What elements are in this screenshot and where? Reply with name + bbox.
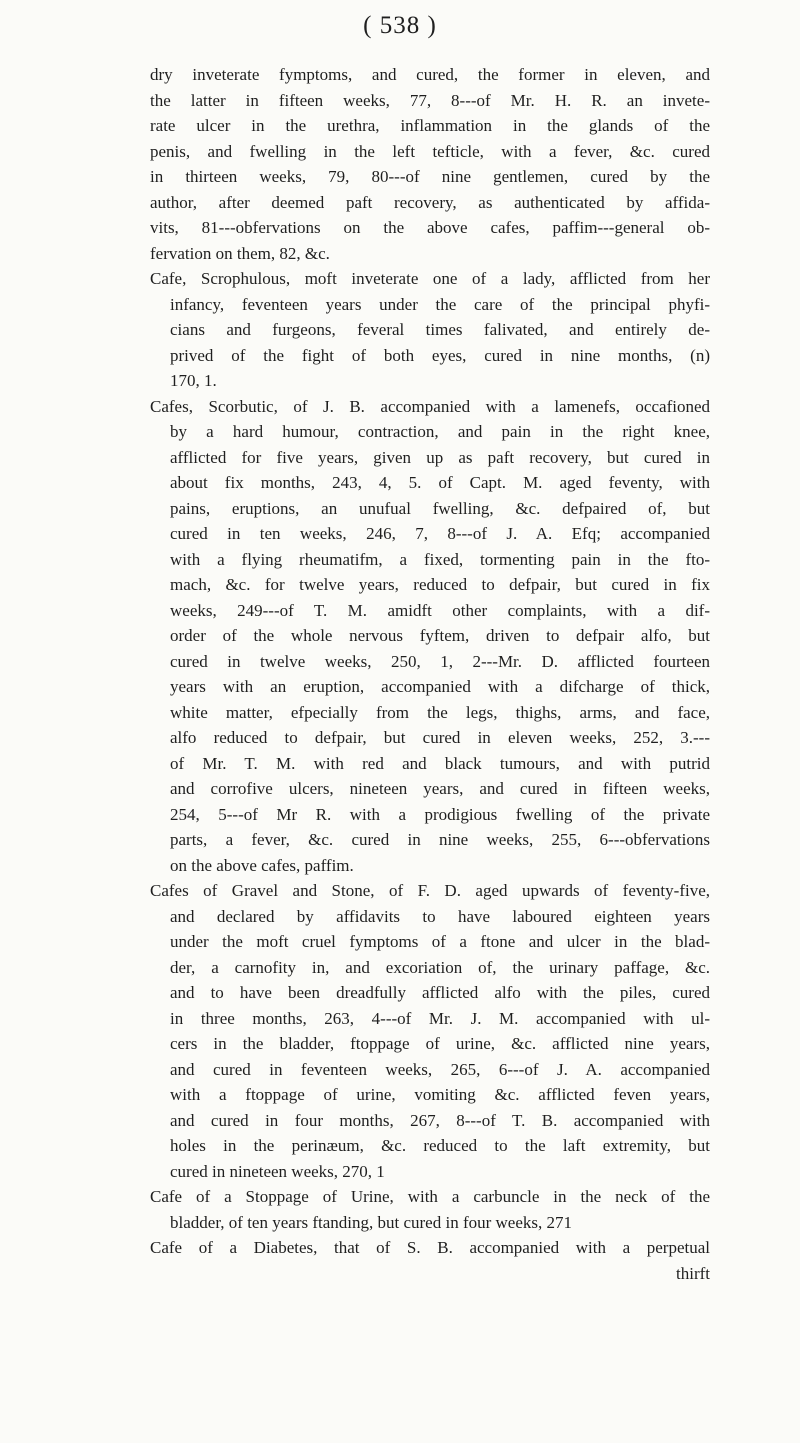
text-line: of Mr. T. M. with red and black tumours, and with putrid xyxy=(170,753,710,773)
text-line: vits, 81---obfervations on the above cafes, paffim---general ob- xyxy=(150,218,710,237)
text-line: with a ftoppage of urine, vomiting &c. afflicted feven years, xyxy=(170,1085,710,1104)
text-line: bladder, of ten years ftanding, but cured in four weeks, 271 xyxy=(170,1212,572,1232)
text-line: and declared by affidavits to have laboured eighteen years xyxy=(170,906,710,926)
text-line: cured in twelve weeks, 250, 1, 2---Mr. D. afflicted fourteen xyxy=(170,651,710,671)
text-line: white matter, efpecially from the legs, thighs, arms, and face, xyxy=(170,702,710,722)
text-line: cers in the bladder, ftoppage of urine, &c. afflicted nine years, xyxy=(170,1034,710,1053)
text-line: penis, and fwelling in the left tefticle, with a fever, &c. cured xyxy=(150,141,710,161)
text-line: order of the whole nervous fyftem, driven to defpair alfo, but xyxy=(170,626,710,645)
text-line: dry inveterate fymptoms, and cured, the former in eleven, and xyxy=(150,65,710,84)
text-line: holes in the perinæum, &c. reduced to the laft extremity, but xyxy=(170,1136,710,1155)
text-line: and cured in feventeen weeks, 265, 6---of J. A. accompanied xyxy=(170,1059,710,1079)
catchword: thirft xyxy=(676,1263,710,1283)
text-line: parts, a fever, &c. cured in nine weeks, 255, 6---obfervations xyxy=(170,830,710,849)
text-line: Cafes, Scorbutic, of J. B. accompanied with a lamenefs, occafioned xyxy=(150,396,710,416)
text-line: Cafe, Scrophulous, moft inveterate one of a lady, afflicted from her xyxy=(150,269,710,288)
text-line: and to have been dreadfully afflicted alfo with the piles, cured xyxy=(170,983,710,1002)
index-text-block xyxy=(150,62,710,1286)
text-line: cians and furgeons, feveral times falivated, and entirely de- xyxy=(170,320,710,339)
text-line: the latter in fifteen weeks, 77, 8---of Mr. H. R. an invete- xyxy=(150,90,710,110)
text-line: in thirteen weeks, 79, 80---of nine gentlemen, cured by the xyxy=(150,167,710,186)
text-line: Cafe of a Stoppage of Urine, with a carbuncle in the neck of the xyxy=(150,1187,710,1206)
text-line: 170, 1. xyxy=(170,371,217,390)
text-line: rate ulcer in the urethra, inflammation in the glands of the xyxy=(150,116,710,135)
text-line: mach, &c. for twelve years, reduced to defpair, but cured in fix xyxy=(170,575,710,594)
text-line: in three months, 263, 4---of Mr. J. M. accompanied with ul- xyxy=(170,1008,710,1028)
text-line: der, a carnofity in, and excoriation of, the urinary paffage, &c. xyxy=(170,957,710,977)
text-line: by a hard humour, contraction, and pain in the right knee, xyxy=(170,422,710,441)
text-line: 254, 5---of Mr R. with a prodigious fwelling of the private xyxy=(170,804,710,824)
text-line: infancy, feventeen years under the care of the principal phyfi- xyxy=(170,294,710,314)
text-line: about fix months, 243, 4, 5. of Capt. M. aged feventy, with xyxy=(170,473,710,492)
text-line: prived of the fight of both eyes, cured in nine months, (n) xyxy=(170,345,710,365)
text-line: afflicted for five years, given up as paft recovery, but cured in xyxy=(170,447,710,467)
text-line: cured in nineteen weeks, 270, 1 xyxy=(170,1161,385,1181)
page-number: ( 538 ) xyxy=(363,12,437,39)
text-line: and cured in four months, 267, 8---of T. B. accompanied with xyxy=(170,1110,710,1130)
text-line: years with an eruption, accompanied with a difcharge of thick, xyxy=(170,677,710,696)
text-line: Cafe of a Diabetes, that of S. B. accompanied with a perpetual xyxy=(150,1238,710,1257)
text-line: Cafes of Gravel and Stone, of F. D. aged upwards of feventy-five, xyxy=(150,881,710,900)
text-line: cured in ten weeks, 246, 7, 8---of J. A. Efq; accompanied xyxy=(170,524,710,543)
text-line: weeks, 249---of T. M. amidft other complaints, with a dif- xyxy=(170,600,710,620)
text-line: on the above cafes, paffim. xyxy=(170,855,354,875)
text-line: alfo reduced to defpair, but cured in eleven weeks, 252, 3.--- xyxy=(170,728,710,747)
text-line: fervation on them, 82, &c. xyxy=(150,243,330,263)
text-line: pains, eruptions, an unufual fwelling, &c. defpaired of, but xyxy=(170,498,710,518)
text-line: under the moft cruel fymptoms of a ftone and ulcer in the blad- xyxy=(170,932,710,951)
text-line: and corrofive ulcers, nineteen years, and cured in fifteen weeks, xyxy=(170,779,710,798)
text-line: with a flying rheumatifm, a fixed, tormenting pain in the fto- xyxy=(170,549,710,569)
text-line: author, after deemed paft recovery, as authenticated by affida- xyxy=(150,192,710,212)
